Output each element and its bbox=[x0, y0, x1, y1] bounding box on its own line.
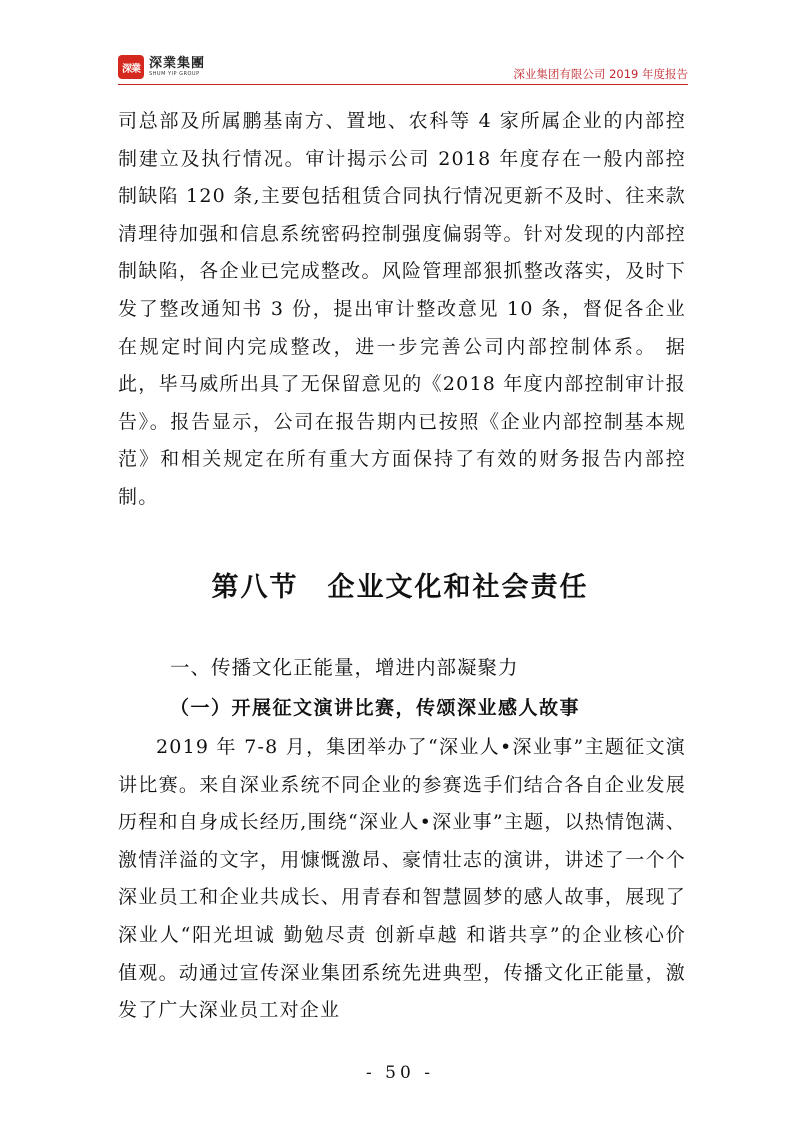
logo-seal-icon: 深業 bbox=[118, 55, 144, 79]
heading-level-1: 一、传播文化正能量，增进内部凝聚力 bbox=[170, 656, 519, 679]
logo-chinese-name: 深業集團 bbox=[149, 56, 206, 71]
header-divider bbox=[118, 84, 688, 85]
body-paragraph-block bbox=[118, 729, 686, 1030]
logo-english-name: SHUM YIP GROUP bbox=[149, 71, 200, 77]
continued-paragraph-block bbox=[118, 103, 686, 517]
continued-paragraph: 司总部及所属鹏基南方、置地、农科等 4 家所属企业的内部控制建立及执行情况。审计揭示公司 2018 年度存在一般内部控制缺陷 120 条,主要包括租赁合同执行情况更新不及时、往来款清理待加强和信息系统密码控制强度偏弱等。针对发现的内部控制缺陷，各企业已完成整改。风险管理部狠抓整改落实，及时下发了整改通知书 3 份，提出审计整改意见 10 条，督促各企业在规定时间内完成整改，进一步完善公司内部控制体系。 据此，毕马威所出具了无保留意见的《2018 年度内部控制审计报告》。报告显示，公司在报告期内已按照《企业内部控制基本规范》和相关规定在所有重大方面保持了有效的财务报告内部控制。 bbox=[118, 110, 686, 508]
body-paragraph: 2019 年 7-8 月，集团举办了“深业人•深业事”主题征文演讲比赛。来自深业系统不同企业的参赛选手们结合各自企业发展历程和自身成长经历,围绕“深业人•深业事”主题，以热情饱满、激情洋溢的文字，用慷慨激昂、豪情壮志的演讲，讲述了一个个深业员工和企业共成长、用青春和智慧圆梦的感人故事，展现了深业人“阳光坦诚 勤勉尽责 创新卓越 和谐共享”的企业核心价值观。动通过宣传深业集团系统先进典型，传播文化正能量，激发了广大深业员工对企业 bbox=[118, 736, 686, 1022]
heading-level-2: （一）开展征文演讲比赛，传颂深业感人故事 bbox=[170, 697, 581, 719]
page-number: - 50 - bbox=[366, 1063, 434, 1083]
company-logo bbox=[118, 55, 205, 79]
report-title: 深业集团有限公司 2019 年度报告 bbox=[513, 67, 688, 81]
logo-wordmark bbox=[149, 57, 205, 77]
section-title: 第八节 企业文化和社会责任 bbox=[211, 572, 589, 603]
page-header bbox=[0, 0, 800, 90]
